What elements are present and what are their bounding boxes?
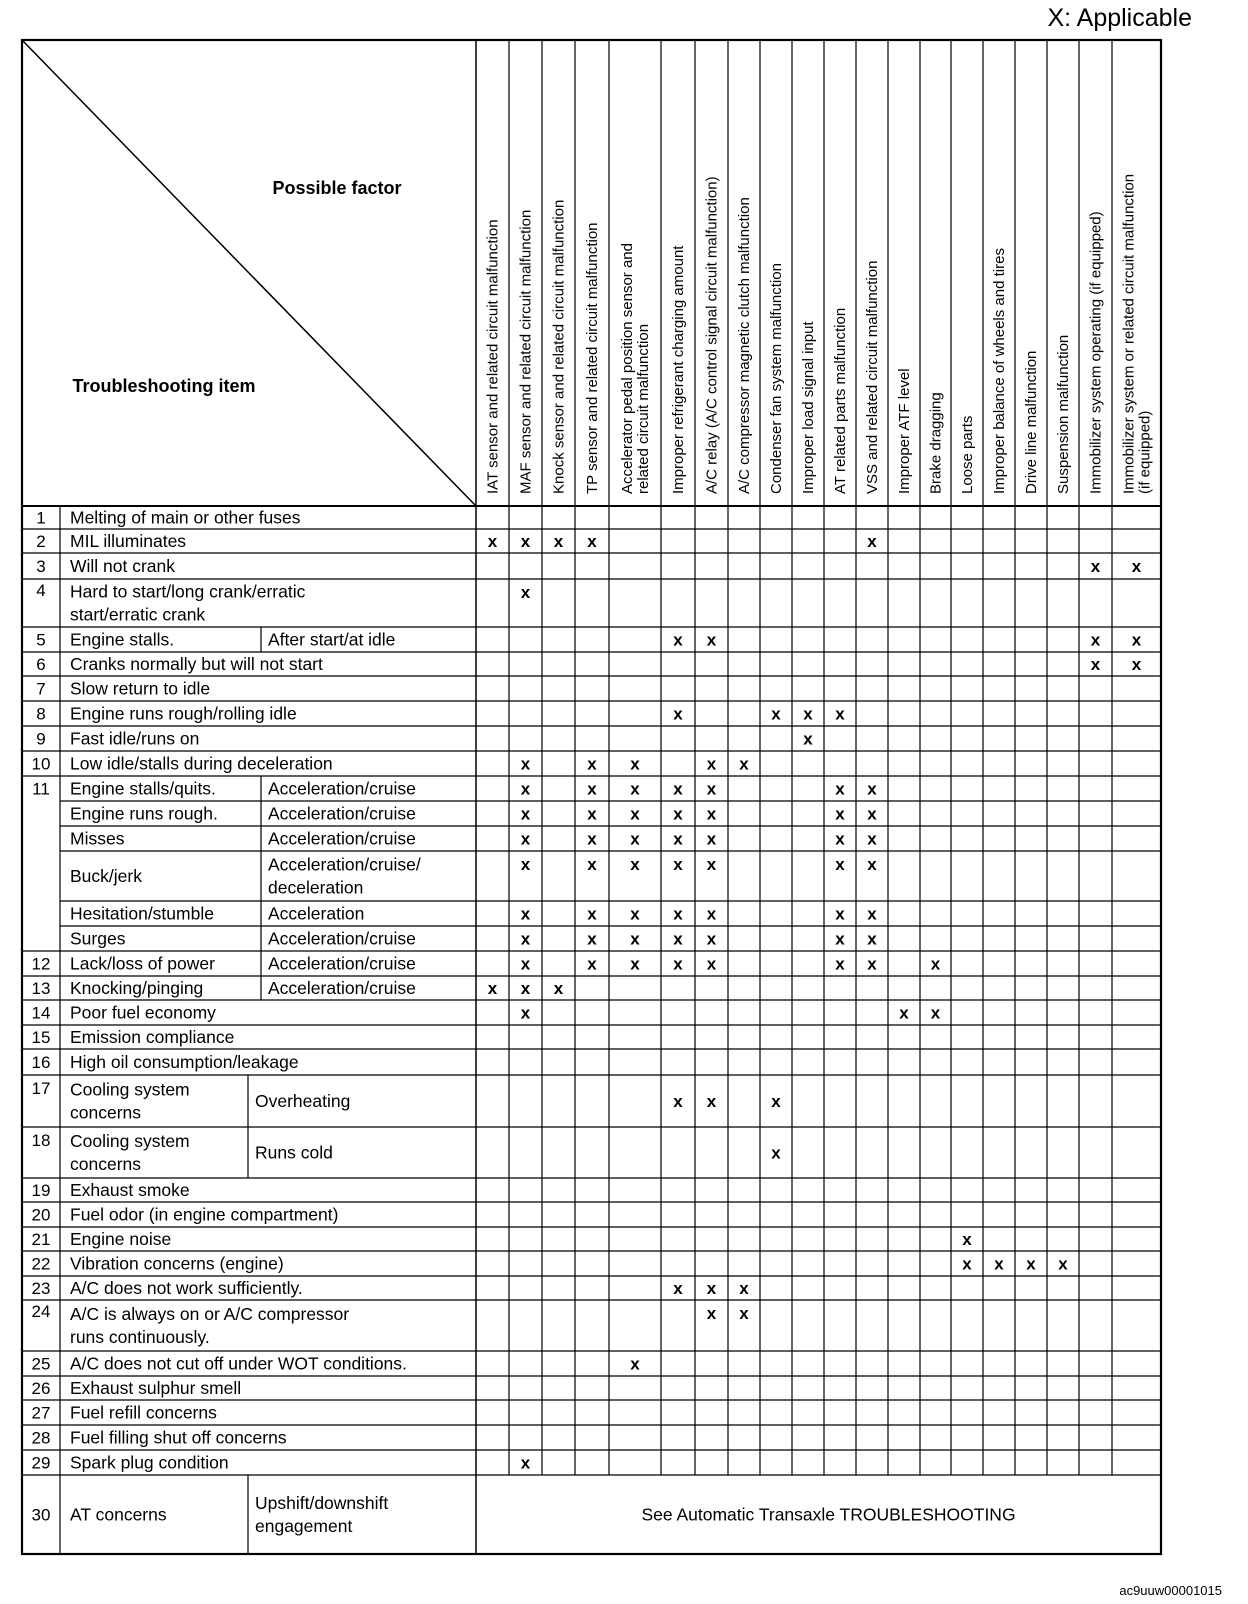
row-number: 27 — [31, 1403, 51, 1423]
applicable-mark: x — [520, 754, 531, 774]
row-number: 11 — [32, 779, 50, 799]
factor-label: related circuit malfunction — [635, 323, 652, 494]
condition-label: Acceleration — [268, 903, 365, 924]
applicable-mark: x — [520, 954, 531, 974]
factor-label: Immobilizer system operating (if equipped) — [1087, 211, 1105, 494]
troubleshooting-item: Engine noise — [70, 1229, 172, 1249]
applicable-mark: x — [673, 855, 683, 874]
applicable-mark: x — [771, 704, 781, 724]
troubleshooting-item: Knocking/pinging — [70, 978, 204, 998]
possible-factor-label: Possible factor — [272, 178, 402, 198]
row-number: 18 — [31, 1131, 51, 1150]
troubleshooting-item: Engine runs rough. — [70, 803, 218, 824]
applicable-mark: x — [520, 1003, 531, 1023]
factor-label: IAT sensor and related circuit malfunction — [484, 219, 502, 494]
applicable-mark: x — [587, 855, 597, 874]
row-number: 13 — [31, 979, 51, 998]
applicable-mark: x — [520, 583, 531, 602]
troubleshooting-item: runs continuously. — [70, 1327, 210, 1347]
applicable-mark: x — [835, 904, 845, 924]
applicable-mark: x — [835, 779, 845, 799]
factor-label: Condenser fan system malfunction — [768, 263, 785, 494]
applicable-mark: x — [587, 532, 597, 551]
troubleshooting-item: Fuel refill concerns — [70, 1402, 217, 1423]
factor-label: VSS and related circuit malfunction — [864, 260, 881, 494]
applicable-mark: x — [553, 979, 564, 998]
condition-label: engagement — [255, 1516, 353, 1536]
applicable-legend: X: Applicable — [1047, 4, 1192, 32]
applicable-mark: x — [867, 929, 877, 949]
applicable-mark: x — [520, 829, 531, 849]
applicable-mark: x — [673, 804, 683, 824]
row-number: 24 — [31, 1302, 51, 1321]
row-number: 6 — [36, 655, 46, 674]
applicable-mark: x — [553, 532, 564, 551]
factor-label: Improper ATF level — [896, 368, 913, 494]
factor-label: Suspension malfunction — [1055, 334, 1072, 494]
factor-label: AT related parts malfunction — [832, 307, 849, 494]
applicable-mark: x — [520, 804, 531, 824]
troubleshooting-item: Spark plug condition — [70, 1452, 229, 1473]
applicable-mark: x — [520, 855, 531, 874]
applicable-mark: x — [867, 829, 877, 849]
applicable-mark: x — [520, 979, 531, 998]
row-number: 14 — [31, 1003, 51, 1023]
troubleshooting-item: Cooling system — [70, 1079, 190, 1100]
row-number: 17 — [31, 1079, 51, 1098]
applicable-mark: x — [867, 855, 877, 874]
applicable-mark: x — [1026, 1254, 1036, 1274]
factor-label: TP sensor and related circuit malfunction — [584, 222, 601, 494]
applicable-mark: x — [487, 979, 498, 998]
row-number: 2 — [36, 532, 46, 551]
applicable-mark: x — [835, 704, 845, 724]
applicable-mark: x — [630, 954, 640, 974]
row-number: 30 — [31, 1505, 51, 1525]
applicable-mark: x — [706, 954, 717, 974]
applicable-mark: x — [520, 779, 531, 799]
troubleshooting-item: concerns — [70, 1102, 142, 1123]
applicable-mark: x — [706, 929, 717, 949]
applicable-mark: x — [1090, 655, 1101, 674]
troubleshooting-item: Surges — [70, 928, 126, 949]
condition-label: Acceleration/cruise — [268, 803, 416, 824]
troubleshooting-item: Exhaust sulphur smell — [70, 1378, 242, 1398]
troubleshooting-item: A/C is always on or A/C compressor — [70, 1304, 350, 1324]
applicable-mark: x — [771, 1092, 781, 1111]
troubleshooting-item: Emission compliance — [70, 1027, 235, 1047]
row-number: 5 — [36, 630, 46, 650]
applicable-mark: x — [706, 1304, 717, 1323]
applicable-mark: x — [673, 929, 683, 949]
troubleshooting-item: Engine stalls/quits. — [70, 778, 216, 799]
applicable-mark: x — [673, 1092, 683, 1111]
applicable-mark: x — [771, 1143, 781, 1163]
troubleshooting-item: Fast idle/runs on — [70, 728, 200, 749]
troubleshooting-item: Cooling system — [70, 1131, 190, 1151]
applicable-mark: x — [673, 630, 683, 650]
factor-label: Improper load signal input — [800, 321, 817, 494]
factor-label: A/C relay (A/C control signal circuit malfunction) — [703, 176, 721, 494]
applicable-mark: x — [1090, 557, 1101, 576]
troubleshooting-item: A/C does not cut off under WOT conditions. — [70, 1353, 407, 1374]
applicable-mark: x — [835, 929, 845, 949]
applicable-mark: x — [867, 779, 877, 799]
applicable-mark: x — [487, 532, 498, 551]
factor-label: Knock sensor and related circuit malfunction — [550, 199, 568, 494]
troubleshooting-item-label: Troubleshooting item — [72, 376, 256, 396]
factor-label: (if equipped) — [1136, 410, 1154, 494]
applicable-mark: x — [962, 1254, 972, 1274]
troubleshooting-item: Melting of main or other fuses — [70, 507, 301, 528]
applicable-mark: x — [803, 704, 813, 724]
applicable-mark: x — [587, 754, 597, 774]
condition-label: Acceleration/cruise/ — [268, 854, 421, 875]
troubleshooting-item: Lack/loss of power — [70, 953, 215, 974]
applicable-mark: x — [739, 1279, 749, 1298]
applicable-mark: x — [1058, 1254, 1068, 1274]
troubleshooting-item: Cranks normally but will not start — [70, 654, 323, 674]
troubleshooting-item: Hard to start/long crank/erratic — [70, 581, 306, 602]
applicable-mark: x — [587, 804, 597, 824]
row-number: 28 — [31, 1428, 51, 1448]
row-number: 15 — [31, 1028, 51, 1047]
applicable-mark: x — [739, 1304, 749, 1323]
condition-label: Upshift/downshift — [255, 1493, 389, 1513]
row-number: 16 — [31, 1053, 51, 1072]
troubleshooting-item: start/erratic crank — [70, 604, 206, 625]
applicable-mark: x — [739, 754, 749, 774]
applicable-mark: x — [587, 929, 597, 949]
row-number: 8 — [36, 704, 46, 724]
troubleshooting-item: Poor fuel economy — [70, 1002, 216, 1023]
factor-label: Improper refrigerant charging amount — [670, 245, 687, 494]
applicable-mark: x — [673, 704, 683, 724]
row-number: 21 — [31, 1230, 51, 1249]
applicable-mark: x — [706, 754, 717, 774]
factor-label: MAF sensor and related circuit malfunction — [517, 209, 535, 494]
row-number: 22 — [31, 1254, 51, 1274]
applicable-mark: x — [520, 532, 531, 551]
applicable-mark: x — [706, 1279, 717, 1298]
applicable-mark: x — [520, 904, 531, 924]
row-number: 12 — [31, 954, 51, 974]
applicable-mark: x — [520, 929, 531, 949]
applicable-mark: x — [835, 829, 845, 849]
factor-label: Immobilizer system or related circuit malfunction — [1120, 173, 1138, 494]
troubleshooting-item: Fuel odor (in engine compartment) — [70, 1204, 339, 1225]
troubleshooting-item: MIL illuminates — [70, 531, 187, 551]
row-number: 4 — [36, 581, 46, 600]
factor-label: A/C compressor magnetic clutch malfunction — [736, 197, 753, 494]
applicable-mark: x — [962, 1230, 972, 1249]
factor-label: Improper balance of wheels and tires — [991, 248, 1008, 494]
condition-label: Acceleration/cruise — [268, 828, 416, 849]
applicable-mark: x — [706, 904, 717, 924]
applicable-mark: x — [587, 779, 597, 799]
troubleshooting-item: Misses — [70, 828, 125, 849]
applicable-mark: x — [899, 1003, 909, 1023]
row-number: 19 — [31, 1181, 51, 1200]
header-diagonal — [22, 40, 476, 506]
troubleshooting-item: Slow return to idle — [70, 678, 211, 699]
applicable-mark: x — [867, 954, 877, 974]
applicable-mark: x — [706, 855, 717, 874]
troubleshooting-item: Engine stalls. — [70, 629, 175, 650]
applicable-mark: x — [587, 954, 597, 974]
applicable-mark: x — [706, 630, 717, 650]
condition-label: deceleration — [268, 877, 364, 898]
applicable-mark: x — [630, 929, 640, 949]
applicable-mark: x — [1131, 630, 1142, 650]
troubleshooting-item: Hesitation/stumble — [70, 903, 214, 924]
factor-label: Drive line malfunction — [1023, 350, 1040, 494]
applicable-mark: x — [630, 1354, 640, 1374]
applicable-mark: x — [587, 829, 597, 849]
applicable-mark: x — [930, 954, 941, 974]
applicable-mark: x — [1131, 557, 1142, 576]
applicable-mark: x — [706, 829, 717, 849]
condition-label: Overheating — [255, 1091, 351, 1111]
row-number: 29 — [31, 1453, 51, 1473]
troubleshooting-item: Vibration concerns (engine) — [70, 1253, 284, 1274]
applicable-mark: x — [835, 954, 845, 974]
factor-label: Loose parts — [959, 415, 976, 494]
troubleshooting-item: Buck/jerk — [70, 866, 142, 886]
factor-label: Brake dragging — [927, 392, 945, 494]
row-number: 10 — [31, 754, 51, 774]
applicable-mark: x — [673, 829, 683, 849]
applicable-mark: x — [803, 729, 813, 749]
applicable-mark: x — [673, 779, 683, 799]
row-number: 25 — [31, 1354, 51, 1374]
row-number: 20 — [31, 1205, 51, 1225]
factor-label: Accelerator pedal position sensor and — [619, 243, 636, 494]
troubleshooting-item: Low idle/stalls during deceleration — [70, 753, 333, 774]
applicable-mark: x — [673, 954, 683, 974]
condition-label: Acceleration/cruise — [268, 978, 416, 998]
applicable-mark: x — [630, 804, 640, 824]
condition-label: Acceleration/cruise — [268, 928, 416, 949]
applicable-mark: x — [673, 1279, 683, 1298]
applicable-mark: x — [630, 855, 640, 874]
condition-label: Acceleration/cruise — [268, 778, 416, 799]
troubleshooting-item: Fuel filling shut off concerns — [70, 1427, 287, 1448]
applicable-mark: x — [587, 904, 597, 924]
applicable-mark: x — [630, 754, 640, 774]
row-number: 23 — [31, 1279, 51, 1298]
condition-label: Acceleration/cruise — [268, 953, 416, 974]
condition-label: Runs cold — [255, 1142, 333, 1163]
troubleshooting-item: concerns — [70, 1154, 142, 1174]
row-number: 3 — [36, 557, 46, 576]
applicable-mark: x — [630, 779, 640, 799]
applicable-mark: x — [994, 1254, 1004, 1274]
troubleshooting-item: A/C does not work sufficiently. — [70, 1278, 303, 1298]
applicable-mark: x — [1131, 655, 1142, 674]
applicable-mark: x — [630, 904, 640, 924]
applicable-mark: x — [520, 1453, 531, 1473]
applicable-mark: x — [835, 804, 845, 824]
applicable-mark: x — [930, 1003, 941, 1023]
row-number: 7 — [36, 679, 46, 699]
applicable-mark: x — [630, 829, 640, 849]
condition-label: After start/at idle — [268, 629, 396, 650]
applicable-mark: x — [706, 779, 717, 799]
applicable-mark: x — [1090, 630, 1101, 650]
applicable-mark: x — [706, 804, 717, 824]
row-number: 1 — [36, 508, 46, 528]
applicable-mark: x — [867, 532, 877, 551]
applicable-mark: x — [867, 804, 877, 824]
applicable-mark: x — [835, 855, 845, 874]
applicable-mark: x — [673, 904, 683, 924]
applicable-mark: x — [706, 1092, 717, 1111]
troubleshooting-item: Will not crank — [70, 556, 176, 576]
at-troubleshooting-note: See Automatic Transaxle TROUBLESHOOTING — [641, 1504, 1016, 1525]
troubleshooting-item: High oil consumption/leakage — [70, 1052, 299, 1072]
troubleshooting-item: Engine runs rough/rolling idle — [70, 703, 297, 724]
troubleshooting-item: Exhaust smoke — [70, 1180, 190, 1200]
troubleshooting-item: AT concerns — [70, 1504, 167, 1525]
row-number: 26 — [31, 1379, 51, 1398]
figure-code: ac9uuw00001015 — [1119, 1583, 1222, 1598]
applicable-mark: x — [867, 904, 877, 924]
row-number: 9 — [36, 729, 46, 749]
